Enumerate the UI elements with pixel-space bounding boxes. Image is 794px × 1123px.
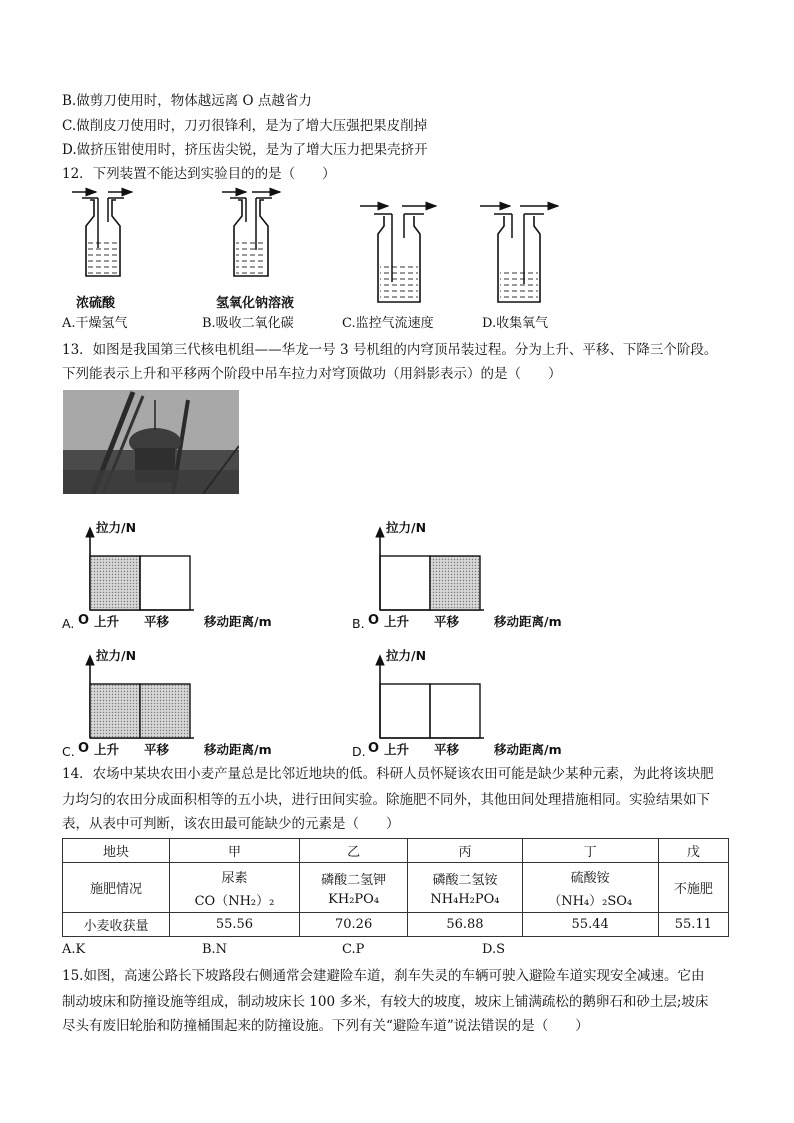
yield-row-label: 小麦收获量 (63, 913, 170, 937)
rise-bar (90, 684, 140, 738)
bottle-c (360, 206, 436, 302)
table-header-cell: 戊 (658, 839, 728, 863)
table-header-cell: 丁 (522, 839, 658, 863)
q11-option-c: C.做削皮刀使用时，刀刃很锋利，是为了增大压强把果皮削掉 (62, 118, 428, 134)
q15-stem-2: 制动坡床和防撞设施等组成，制动坡床长 100 多米，有较大的坡度，坡床上铺满疏松的鹅卵石和砂土层;坡床 (62, 994, 709, 1010)
fert-name: 不施肥 (673, 882, 713, 897)
q14-option-b: B.N (202, 942, 228, 957)
fert-formula: （NH₄）₂SO₄ (548, 893, 633, 909)
y-axis-label: 拉力/N (96, 648, 137, 663)
work-graph-c (62, 648, 272, 756)
fert-cell (522, 863, 658, 913)
shift-bar (140, 684, 190, 738)
yield-cell: 56.88 (408, 913, 522, 937)
fert-name: 磷酸二氢钾 (321, 872, 387, 888)
origin-label: O (78, 741, 90, 756)
work-graph-a (62, 520, 272, 631)
fert-cell (170, 863, 300, 913)
fert-cell (408, 863, 522, 913)
fert-name: 尿素 (221, 870, 248, 886)
q15-stem-3: 尽头有废旧轮胎和防撞桶围起来的防撞设施。下列有关“避险车道”说法错误的是（ ） (62, 1018, 589, 1034)
option-letter: A. (62, 616, 75, 631)
fert-cell (658, 863, 728, 913)
fert-formula: CO（NH₂）₂ (194, 893, 275, 909)
y-axis-label: 拉力/N (386, 520, 427, 535)
shift-bar (430, 556, 480, 610)
q14-stem-3: 表，从表中可判断，该农田最可能缺少的元素是（ ） (62, 816, 400, 832)
q12-option-d: D.收集氧气 (482, 316, 549, 331)
bottle-b-label: 氢氧化钠溶液 (216, 296, 295, 311)
q14-option-a: A.K (62, 942, 86, 957)
tick-label-rise: 上升 (94, 614, 120, 629)
x-axis-label: 移动距离/m (204, 614, 272, 629)
work-graph-d (352, 648, 562, 756)
origin-label: O (368, 613, 380, 628)
x-axis-label: 移动距离/m (204, 742, 272, 756)
q12-option-b: B.吸收二氧化碳 (202, 316, 294, 331)
bottle-a-label: 浓硫酸 (76, 296, 116, 311)
q14-option-c: C.P (342, 942, 365, 957)
fert-name: 磷酸二氢铵 (432, 872, 498, 888)
option-letter: C. (62, 744, 75, 756)
crane-photo (63, 390, 239, 494)
q12-apparatus (60, 186, 560, 310)
work-graph-b (352, 520, 562, 631)
rise-bar (380, 684, 430, 738)
fert-cell (299, 863, 407, 913)
q12-stem: 12．下列装置不能达到实验目的的是（ ） (62, 166, 336, 182)
yield-cell: 55.44 (522, 913, 658, 937)
fert-row-label: 施肥情况 (63, 863, 170, 913)
q12-option-a: A.干燥氢气 (62, 316, 128, 331)
fert-formula: KH₂PO₄ (328, 891, 380, 907)
tick-label-rise: 上升 (94, 742, 120, 756)
table-header-cell: 丙 (408, 839, 522, 863)
table-header-cell: 地块 (63, 839, 170, 863)
shift-bar (140, 556, 190, 610)
bottle-d (480, 206, 558, 302)
y-axis-label: 拉力/N (96, 520, 137, 535)
q11-option-d: D.做挤压钳使用时，挤压齿尖锐，是为了增大压力把果壳挤开 (62, 142, 428, 158)
option-letter: D. (352, 744, 366, 756)
tick-label-rise: 上升 (384, 614, 410, 629)
yield-cell: 55.11 (658, 913, 728, 937)
q15-stem-1: 15.如图，高速公路长下坡路段右侧通常会建避险车道，刹车失灵的车辆可驶入避险车道实现安全减速。它由 (62, 968, 705, 984)
tick-label-shift: 平移 (434, 742, 460, 756)
bottle-a (72, 192, 132, 276)
tick-label-rise: 上升 (384, 742, 410, 756)
option-letter: B. (352, 616, 365, 631)
table-header-cell: 乙 (299, 839, 407, 863)
origin-label: O (368, 741, 380, 756)
bottle-b (222, 192, 280, 276)
tick-label-shift: 平移 (144, 742, 170, 756)
q14-stem-1: 14．农场中某块农田小麦产量总是比邻近地块的低。科研人员怀疑该农田可能是缺少某种元素，为此将该块肥 (62, 766, 714, 782)
q13-stem-2: 下列能表示上升和平移两个阶段中吊车拉力对穹顶做功（用斜影表示）的是（ ） (62, 366, 562, 382)
yield-cell: 70.26 (299, 913, 407, 937)
origin-label: O (78, 613, 90, 628)
q11-option-b: B.做剪刀使用时，物体越远离 O 点越省力 (62, 93, 312, 109)
q14-stem-2: 力均匀的农田分成面积相等的五小块，进行田间实验。除施肥不同外，其他田间处理措施相同。实验结果如下 (62, 792, 710, 808)
fert-formula: NH₄H₂PO₄ (430, 891, 500, 907)
tick-label-shift: 平移 (144, 614, 170, 629)
shift-bar (430, 684, 480, 738)
y-axis-label: 拉力/N (386, 648, 427, 663)
fert-name: 硫酸铵 (570, 870, 610, 886)
tick-label-shift: 平移 (434, 614, 460, 629)
fertilizer-yield-table (62, 838, 729, 937)
rise-bar (380, 556, 430, 610)
q13-graphs (60, 516, 580, 756)
x-axis-label: 移动距离/m (494, 614, 562, 629)
q12-option-c: C.监控气流速度 (342, 316, 434, 331)
q14-option-d: D.S (482, 942, 505, 957)
yield-cell: 55.56 (170, 913, 300, 937)
table-header-cell: 甲 (170, 839, 300, 863)
rise-bar (90, 556, 140, 610)
x-axis-label: 移动距离/m (494, 742, 562, 756)
q13-stem-1: 13．如图是我国第三代核电机组——华龙一号 3 号机组的内穹顶吊装过程。分为上升、平移、下降三个阶段。 (62, 342, 718, 358)
